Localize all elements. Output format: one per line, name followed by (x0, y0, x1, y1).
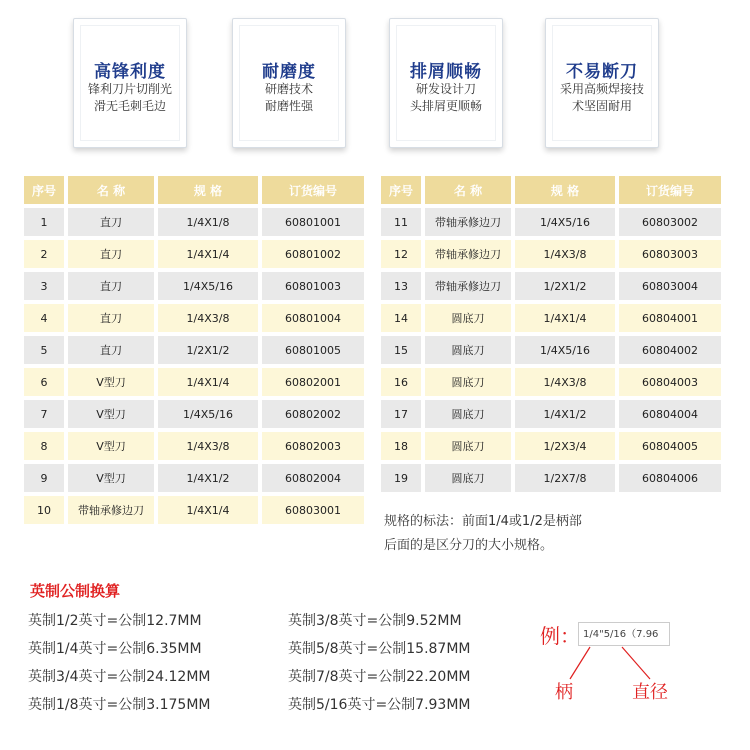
table-row (24, 364, 364, 396)
cell-index: 14 (381, 300, 421, 332)
feature-desc-line: 研发设计刀 (415, 82, 476, 96)
header-spec: 规 格 (515, 176, 615, 204)
header-index: 序号 (381, 176, 421, 204)
cell-spec: 1/2X3/4 (515, 428, 615, 460)
table-row (381, 428, 721, 460)
example-spec-box: 1/4"5/16（7.96 (578, 622, 670, 646)
product-table-left (20, 176, 368, 524)
table-header (381, 176, 721, 204)
cell-spec: 1/2X1/2 (515, 268, 615, 300)
header-index: 序号 (24, 176, 64, 204)
example-shank-label: 柄 (555, 682, 573, 703)
cell-spec: 1/4X1/8 (158, 204, 258, 236)
table-row (24, 396, 364, 428)
table-header (24, 176, 364, 204)
table-row (381, 460, 721, 492)
cell-order-no: 60801003 (262, 268, 364, 300)
cell-order-no: 60803004 (619, 268, 721, 300)
conversion-item: 英制7/8英寸=公制22.20MM (288, 669, 471, 685)
header-spec: 规 格 (158, 176, 258, 204)
feature-desc-line: 头排屑更顺畅 (409, 99, 482, 113)
cell-index: 13 (381, 268, 421, 300)
table-row (381, 204, 721, 236)
product-table-right (377, 176, 725, 492)
table-row (381, 332, 721, 364)
cell-index: 9 (24, 460, 64, 492)
cell-order-no: 60804002 (619, 332, 721, 364)
header-name: 名 称 (68, 176, 154, 204)
cell-index: 3 (24, 268, 64, 300)
cell-index: 15 (381, 332, 421, 364)
cell-spec: 1/2X7/8 (515, 460, 615, 492)
feature-desc-line: 滑无毛刺毛边 (93, 99, 166, 113)
conversion-item: 英制1/2英寸=公制12.7MM (28, 613, 202, 629)
cell-index: 8 (24, 428, 64, 460)
cell-spec: 1/4X1/2 (515, 396, 615, 428)
table-row (24, 428, 364, 460)
table-row (24, 300, 364, 332)
cell-spec: 1/4X1/4 (515, 300, 615, 332)
cell-name: 带轴承修边刀 (425, 204, 511, 236)
cell-name: 直刀 (68, 300, 154, 332)
cell-order-no: 60804003 (619, 364, 721, 396)
cell-order-no: 60801005 (262, 332, 364, 364)
cell-index: 10 (24, 492, 64, 524)
conversion-item: 英制5/16英寸=公制7.93MM (288, 697, 471, 713)
feature-desc-line: 研磨技术 (264, 82, 313, 96)
feature-desc (390, 81, 502, 115)
cell-order-no: 60802004 (262, 460, 364, 492)
table-row (381, 300, 721, 332)
cell-spec: 1/4X1/2 (158, 460, 258, 492)
cell-name: V型刀 (68, 428, 154, 460)
cell-name: 带轴承修边刀 (68, 492, 154, 524)
feature-desc-line: 锋利刀片切削光 (87, 82, 172, 96)
cell-index: 1 (24, 204, 64, 236)
cell-spec: 1/4X1/4 (158, 364, 258, 396)
conversion-title: 英制公制换算 (30, 582, 121, 600)
feature-title: 高锋利度 (94, 62, 166, 82)
cell-index: 6 (24, 364, 64, 396)
cell-index: 19 (381, 460, 421, 492)
cell-name: 带轴承修边刀 (425, 236, 511, 268)
example-label: 例： (540, 624, 580, 648)
cell-spec: 1/4X1/4 (158, 492, 258, 524)
cell-name: 带轴承修边刀 (425, 268, 511, 300)
cell-spec: 1/2X1/2 (158, 332, 258, 364)
spec-note-line: 规格的标法：前面1/4或1/2是柄部 (384, 514, 582, 529)
cell-index: 2 (24, 236, 64, 268)
cell-order-no: 60802003 (262, 428, 364, 460)
cell-name: 直刀 (68, 332, 154, 364)
feature-title: 不易断刀 (566, 62, 638, 82)
feature-desc-line: 术坚固耐用 (571, 99, 632, 113)
conversion-item: 英制1/8英寸=公制3.175MM (28, 697, 211, 713)
cell-spec: 1/4X5/16 (158, 396, 258, 428)
table-row (24, 332, 364, 364)
cell-name: 圆底刀 (425, 300, 511, 332)
cell-order-no: 60802002 (262, 396, 364, 428)
cell-index: 12 (381, 236, 421, 268)
table-row (24, 460, 364, 492)
cell-order-no: 60804005 (619, 428, 721, 460)
table-row (381, 236, 721, 268)
cell-spec: 1/4X1/4 (158, 236, 258, 268)
feature-card-durable (545, 18, 659, 148)
cell-spec: 1/4X5/16 (515, 332, 615, 364)
cell-name: 圆底刀 (425, 396, 511, 428)
feature-card-wear (232, 18, 346, 148)
cell-name: V型刀 (68, 396, 154, 428)
table-row (24, 204, 364, 236)
conversion-item: 英制3/4英寸=公制24.12MM (28, 669, 211, 685)
cell-name: V型刀 (68, 364, 154, 396)
cell-name: 直刀 (68, 204, 154, 236)
table-row (24, 492, 364, 524)
cell-order-no: 60801002 (262, 236, 364, 268)
spec-note-line: 后面的是区分刀的大小规格。 (384, 538, 554, 553)
table-row (24, 236, 364, 268)
cell-index: 11 (381, 204, 421, 236)
cell-order-no: 60801004 (262, 300, 364, 332)
table-row (381, 396, 721, 428)
cell-order-no: 60803002 (619, 204, 721, 236)
conversion-item: 英制3/8英寸=公制9.52MM (288, 613, 462, 629)
cell-name: 圆底刀 (425, 364, 511, 396)
example-diameter-label: 直径 (632, 682, 668, 703)
cell-order-no: 60801001 (262, 204, 364, 236)
cell-index: 18 (381, 428, 421, 460)
cell-spec: 1/4X5/16 (158, 268, 258, 300)
feature-title: 耐磨度 (262, 62, 316, 82)
cell-index: 17 (381, 396, 421, 428)
cell-index: 16 (381, 364, 421, 396)
feature-cards (0, 0, 750, 170)
cell-spec: 1/4X5/16 (515, 204, 615, 236)
cell-spec: 1/4X3/8 (515, 364, 615, 396)
header-name: 名 称 (425, 176, 511, 204)
cell-name: 直刀 (68, 236, 154, 268)
cell-order-no: 60804001 (619, 300, 721, 332)
cell-name: 圆底刀 (425, 428, 511, 460)
conversion-item: 英制1/4英寸=公制6.35MM (28, 641, 202, 657)
cell-order-no: 60803001 (262, 492, 364, 524)
cell-spec: 1/4X3/8 (158, 300, 258, 332)
feature-desc (546, 81, 658, 115)
feature-desc (233, 81, 345, 115)
cell-spec: 1/4X3/8 (515, 236, 615, 268)
feature-desc (74, 81, 186, 115)
feature-desc-line: 耐磨性强 (264, 99, 313, 113)
cell-order-no: 60804006 (619, 460, 721, 492)
shank-pointer-line (570, 647, 590, 679)
feature-card-chip (389, 18, 503, 148)
cell-index: 4 (24, 300, 64, 332)
spec-note (384, 510, 582, 558)
cell-spec: 1/4X3/8 (158, 428, 258, 460)
feature-title: 排屑顺畅 (410, 62, 482, 82)
cell-order-no: 60803003 (619, 236, 721, 268)
header-order-no: 订货编号 (262, 176, 364, 204)
cell-index: 7 (24, 396, 64, 428)
cell-name: 圆底刀 (425, 460, 511, 492)
cell-name: 直刀 (68, 268, 154, 300)
cell-order-no: 60802001 (262, 364, 364, 396)
feature-desc-line: 采用高频焊接技 (559, 82, 644, 96)
cell-order-no: 60804004 (619, 396, 721, 428)
cell-name: 圆底刀 (425, 332, 511, 364)
table-row (381, 268, 721, 300)
feature-card-sharpness (73, 18, 187, 148)
diameter-pointer-line (622, 647, 650, 679)
table-row (24, 268, 364, 300)
header-order-no: 订货编号 (619, 176, 721, 204)
conversion-item: 英制5/8英寸=公制15.87MM (288, 641, 471, 657)
cell-index: 5 (24, 332, 64, 364)
cell-name: V型刀 (68, 460, 154, 492)
table-row (381, 364, 721, 396)
